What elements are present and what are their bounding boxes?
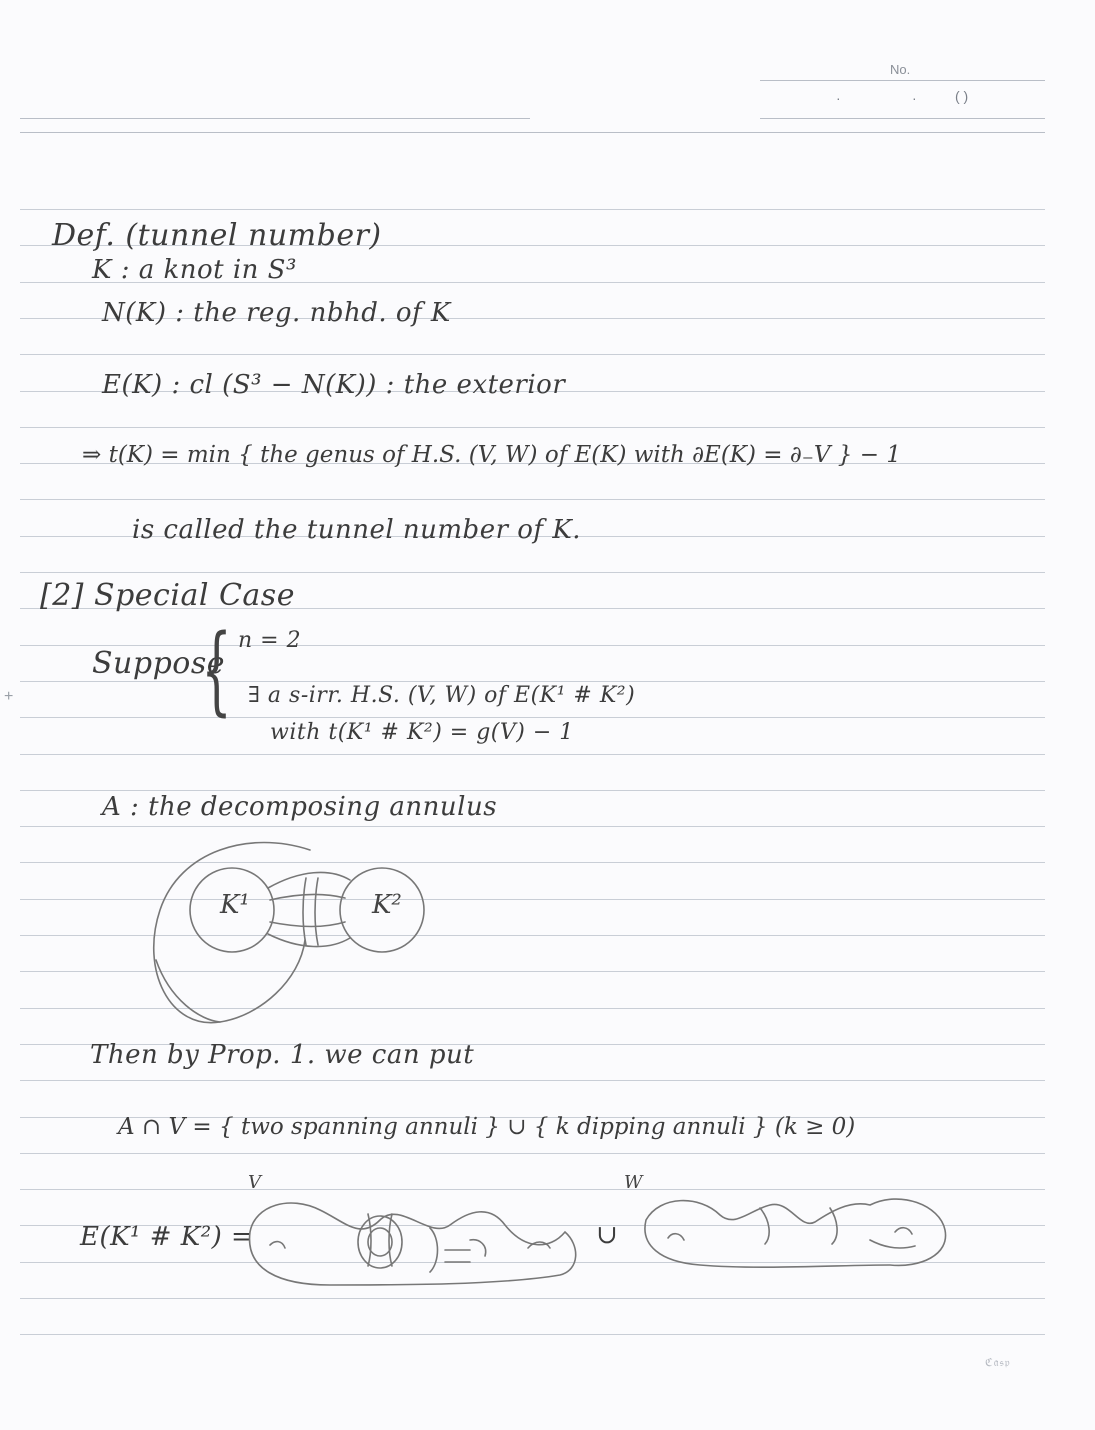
union-symbol: ∪ [596, 1220, 619, 1250]
registration-mark: + [4, 688, 14, 705]
called-line: is called the tunnel number of K. [132, 515, 582, 545]
brand-mark: ℭ𝔞𝔰𝔭 [985, 1357, 1011, 1369]
date-dot-2: · [912, 90, 917, 106]
figure-label-k2: K² [372, 890, 402, 920]
exterior-equation-label: E(K¹ # K²) = [80, 1222, 254, 1252]
knot-line: K : a knot in S³ [92, 255, 297, 285]
suppose-label: Suppose [92, 646, 225, 681]
label-w: W [624, 1172, 643, 1193]
annulus-line: A : the decomposing annulus [102, 792, 498, 822]
figure-label-k1: K¹ [220, 890, 250, 920]
section-title: [2] Special Case [40, 578, 295, 613]
condition-2: ∃ a s-irr. H.S. (V, W) of E(K¹ # K²) [248, 683, 636, 708]
definition-title: Def. (tunnel number) [52, 218, 382, 253]
condition-3: with t(K¹ # K²) = g(V) − 1 [270, 720, 574, 745]
condition-brace: { [201, 614, 232, 726]
then-line: Then by Prop. 1. we can put [90, 1040, 475, 1070]
condition-1: n = 2 [238, 628, 302, 653]
exterior-line: E(K) : cl (S³ − N(K)) : the exterior [102, 370, 566, 400]
intersection-line: A ∩ V = { two spanning annuli } ∪ { k dipping annuli } (k ≥ 0) [118, 1114, 856, 1140]
neighborhood-line: N(K) : the reg. nbhd. of K [102, 298, 451, 328]
number-label: No. [890, 62, 911, 77]
page-paren: ( ) [955, 88, 969, 104]
label-v: V [248, 1172, 261, 1193]
date-dot-1: · [836, 90, 841, 106]
tunnel-number-definition: ⇒ t(K) = min { the genus of H.S. (V, W) of E(K) with ∂E(K) = ∂₋V } − 1 [82, 442, 901, 468]
